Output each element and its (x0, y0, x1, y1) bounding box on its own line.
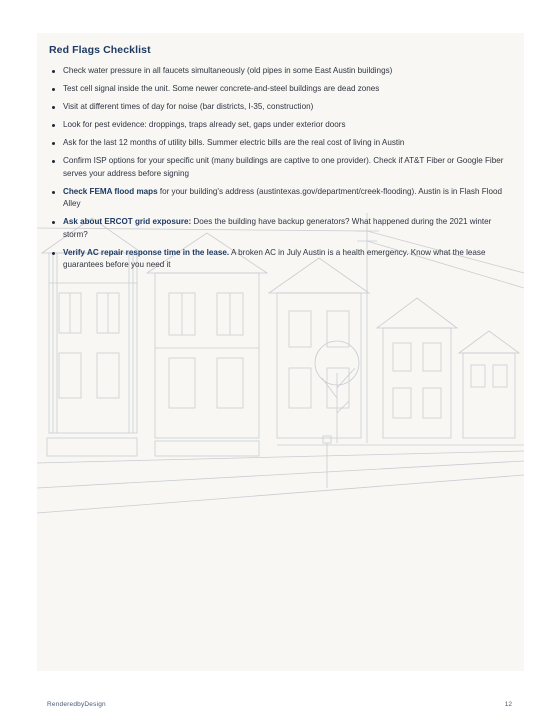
checklist-item (49, 155, 507, 180)
checklist-item (49, 83, 507, 96)
bullet-icon (52, 88, 55, 91)
bullet-icon (52, 124, 55, 127)
checklist-item-text: Ask for the last 12 months of utility bills. Summer electric bills are the real cost of living in Austin (63, 138, 405, 147)
checklist-item-text: for your building's address (austintexas.gov/department/creek-flooding). Austin is in Flash Flood Alley (63, 186, 502, 208)
checklist-item-emphasis: Ask about ERCOT grid exposure: (63, 217, 192, 226)
bullet-icon (52, 191, 55, 194)
checklist-item-text: Visit at different times of day for noise (bar districts, I-35, construction) (63, 102, 314, 111)
checklist-item-text: Confirm ISP options for your specific unit (many buildings are captive to one provider). Check if AT&T Fiber or Google Fiber serves your address before signing (63, 156, 504, 178)
checklist-item-text: Check water pressure in all faucets simultaneously (old pipes in some East Austin buildings) (63, 66, 393, 75)
page-number: 12 (504, 701, 512, 708)
section-heading: Red Flags Checklist (49, 44, 151, 56)
footer-brand: RenderedbyDesign (47, 701, 106, 708)
checklist-item-emphasis: Verify AC repair response time in the lease. (63, 247, 230, 257)
bullet-icon (52, 252, 55, 255)
checklist-item (49, 101, 507, 114)
checklist-item (49, 216, 507, 241)
checklist-item (49, 186, 507, 211)
checklist-item-text: Test cell signal inside the unit. Some newer concrete-and-steel buildings are dead zones (63, 84, 380, 93)
checklist-item (49, 65, 507, 78)
bullet-icon (52, 106, 55, 109)
bullet-icon (52, 70, 55, 73)
red-flags-list (49, 65, 507, 272)
page-panel (37, 33, 524, 671)
checklist-item-emphasis: Check FEMA flood maps (63, 186, 158, 196)
checklist-item (49, 119, 507, 132)
bullet-icon (52, 221, 55, 224)
checklist-section (49, 44, 507, 277)
checklist-item (49, 247, 507, 272)
checklist-item-text: Does the building have backup generators? What happened during the 2021 winter storm? (63, 217, 492, 239)
bullet-icon (52, 160, 55, 163)
checklist-item-text: Look for pest evidence: droppings, traps already set, gaps under exterior doors (63, 120, 346, 129)
checklist-item-text: A broken AC in July Austin is a health emergency. Know what the lease guarantees before you need it (63, 247, 486, 269)
checklist-item (49, 137, 507, 150)
bullet-icon (52, 142, 55, 145)
